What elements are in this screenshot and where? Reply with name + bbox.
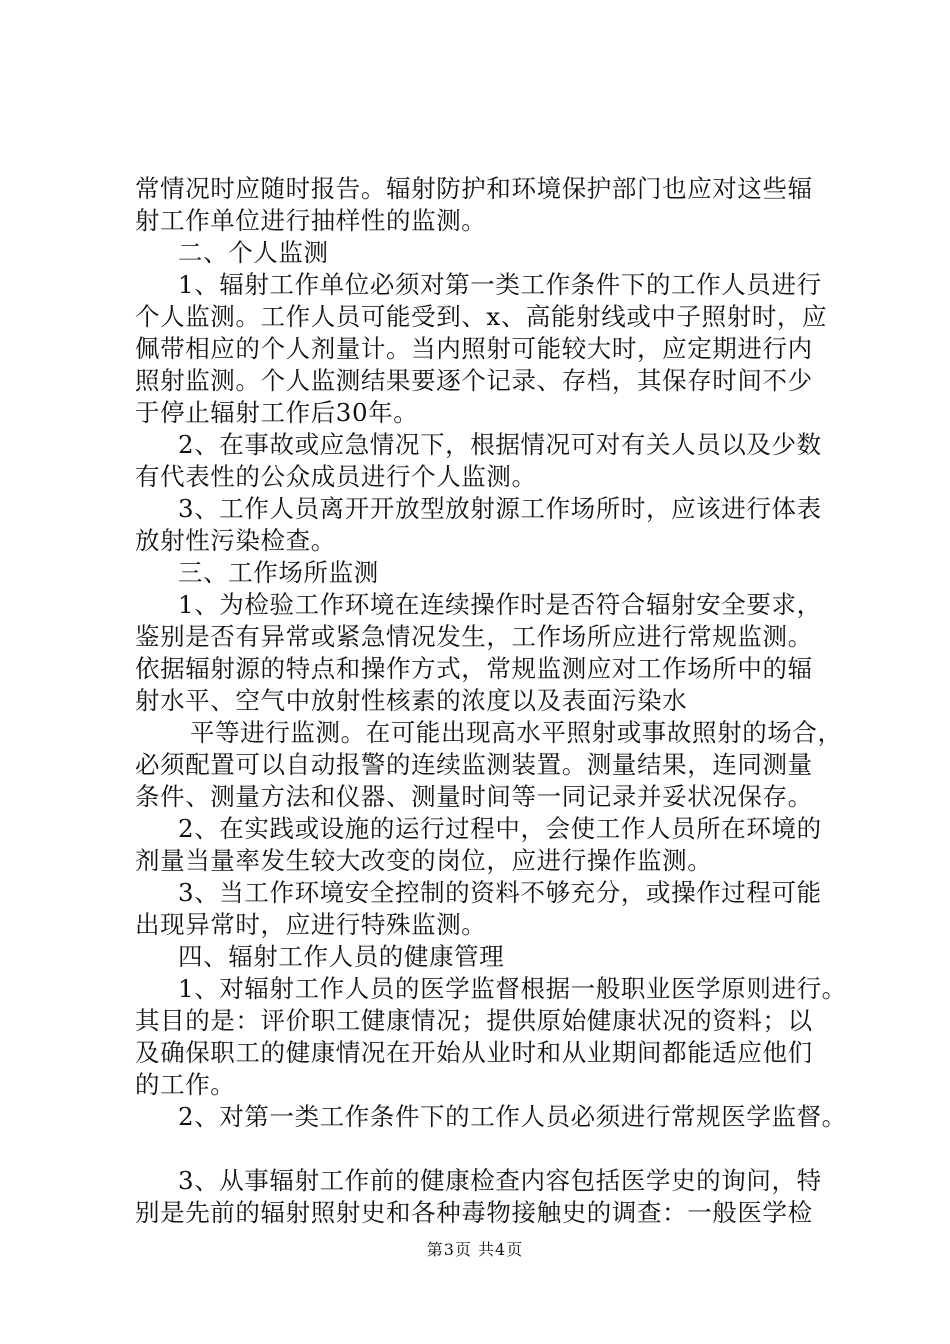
text-line: 2、在实践或设施的运行过程中，会使工作人员所在环境的 (178, 814, 822, 843)
section-heading: 三、工作场所监测 (178, 558, 379, 587)
section-heading: 二、个人监测 (178, 238, 329, 267)
text-line: 个人监测。工作人员可能受到、x、高能射线或中子照射时，应 (135, 302, 828, 331)
text-line: 常情况时应随时报告。辐射防护和环境保护部门也应对这些辐 (135, 174, 813, 203)
text-line: 有代表性的公众成员进行个人监测。 (135, 462, 537, 491)
text-line: 1、对辐射工作人员的医学监督根据一般职业医学原则进行。 (178, 974, 847, 1003)
text-line: 2、在事故或应急情况下，根据情况可对有关人员以及少数 (178, 430, 822, 459)
text-line: 射水平、空气中放射性核素的浓度以及表面污染水 (135, 686, 688, 715)
text-line: 依据辐射源的特点和操作方式，常规监测应对工作场所中的辐 (135, 654, 813, 683)
text-line: 其目的是：评价职工健康情况；提供原始健康状况的资料；以 (135, 1006, 813, 1035)
text-line: 平等进行监测。在可能出现高水平照射或事故照射的场合， (190, 718, 843, 747)
text-line: 2、对第一类工作条件下的工作人员必须进行常规医学监督。 (178, 1102, 847, 1131)
text-line: 及确保职工的健康情况在开始从业时和从业期间都能适应他们 (135, 1038, 813, 1067)
text-line: 放射性污染检查。 (135, 526, 336, 555)
text-line: 鉴别是否有异常或紧急情况发生，工作场所应进行常规监测。 (135, 622, 813, 651)
text-line: 别是先前的辐射照射史和各种毒物接触史的调查：一般医学检 (135, 1198, 813, 1227)
section-heading: 四、辐射工作人员的健康管理 (178, 942, 505, 971)
text-line: 射工作单位进行抽样性的监测。 (135, 206, 487, 235)
text-line: 3、当工作环境安全控制的资料不够充分，或操作过程可能 (178, 878, 822, 907)
text-line: 的工作。 (135, 1070, 236, 1099)
text-line: 1、辐射工作单位必须对第一类工作条件下的工作人员进行 (178, 270, 822, 299)
page-number-footer: 第3页 共4页 (426, 1240, 524, 1259)
text-line: 1、为检验工作环境在连续操作时是否符合辐射安全要求， (178, 590, 822, 619)
text-line: 出现异常时，应进行特殊监测。 (135, 910, 487, 939)
text-line: 3、从事辐射工作前的健康检查内容包括医学史的询问，特 (178, 1166, 822, 1195)
text-line: 剂量当量率发生较大改变的岗位，应进行操作监测。 (135, 846, 713, 875)
text-line: 照射监测。个人监测结果要逐个记录、存档，其保存时间不少 (135, 366, 813, 395)
text-line: 3、工作人员离开开放型放射源工作场所时，应该进行体表 (178, 494, 822, 523)
text-line: 必须配置可以自动报警的连续监测装置。测量结果，连同测量 (135, 750, 813, 779)
text-line: 于停止辐射工作后30年。 (135, 398, 419, 427)
text-line: 佩带相应的个人剂量计。当内照射可能较大时，应定期进行内 (135, 334, 813, 363)
text-line: 条件、测量方法和仪器、测量时间等一同记录并妥状况保存。 (135, 782, 813, 811)
